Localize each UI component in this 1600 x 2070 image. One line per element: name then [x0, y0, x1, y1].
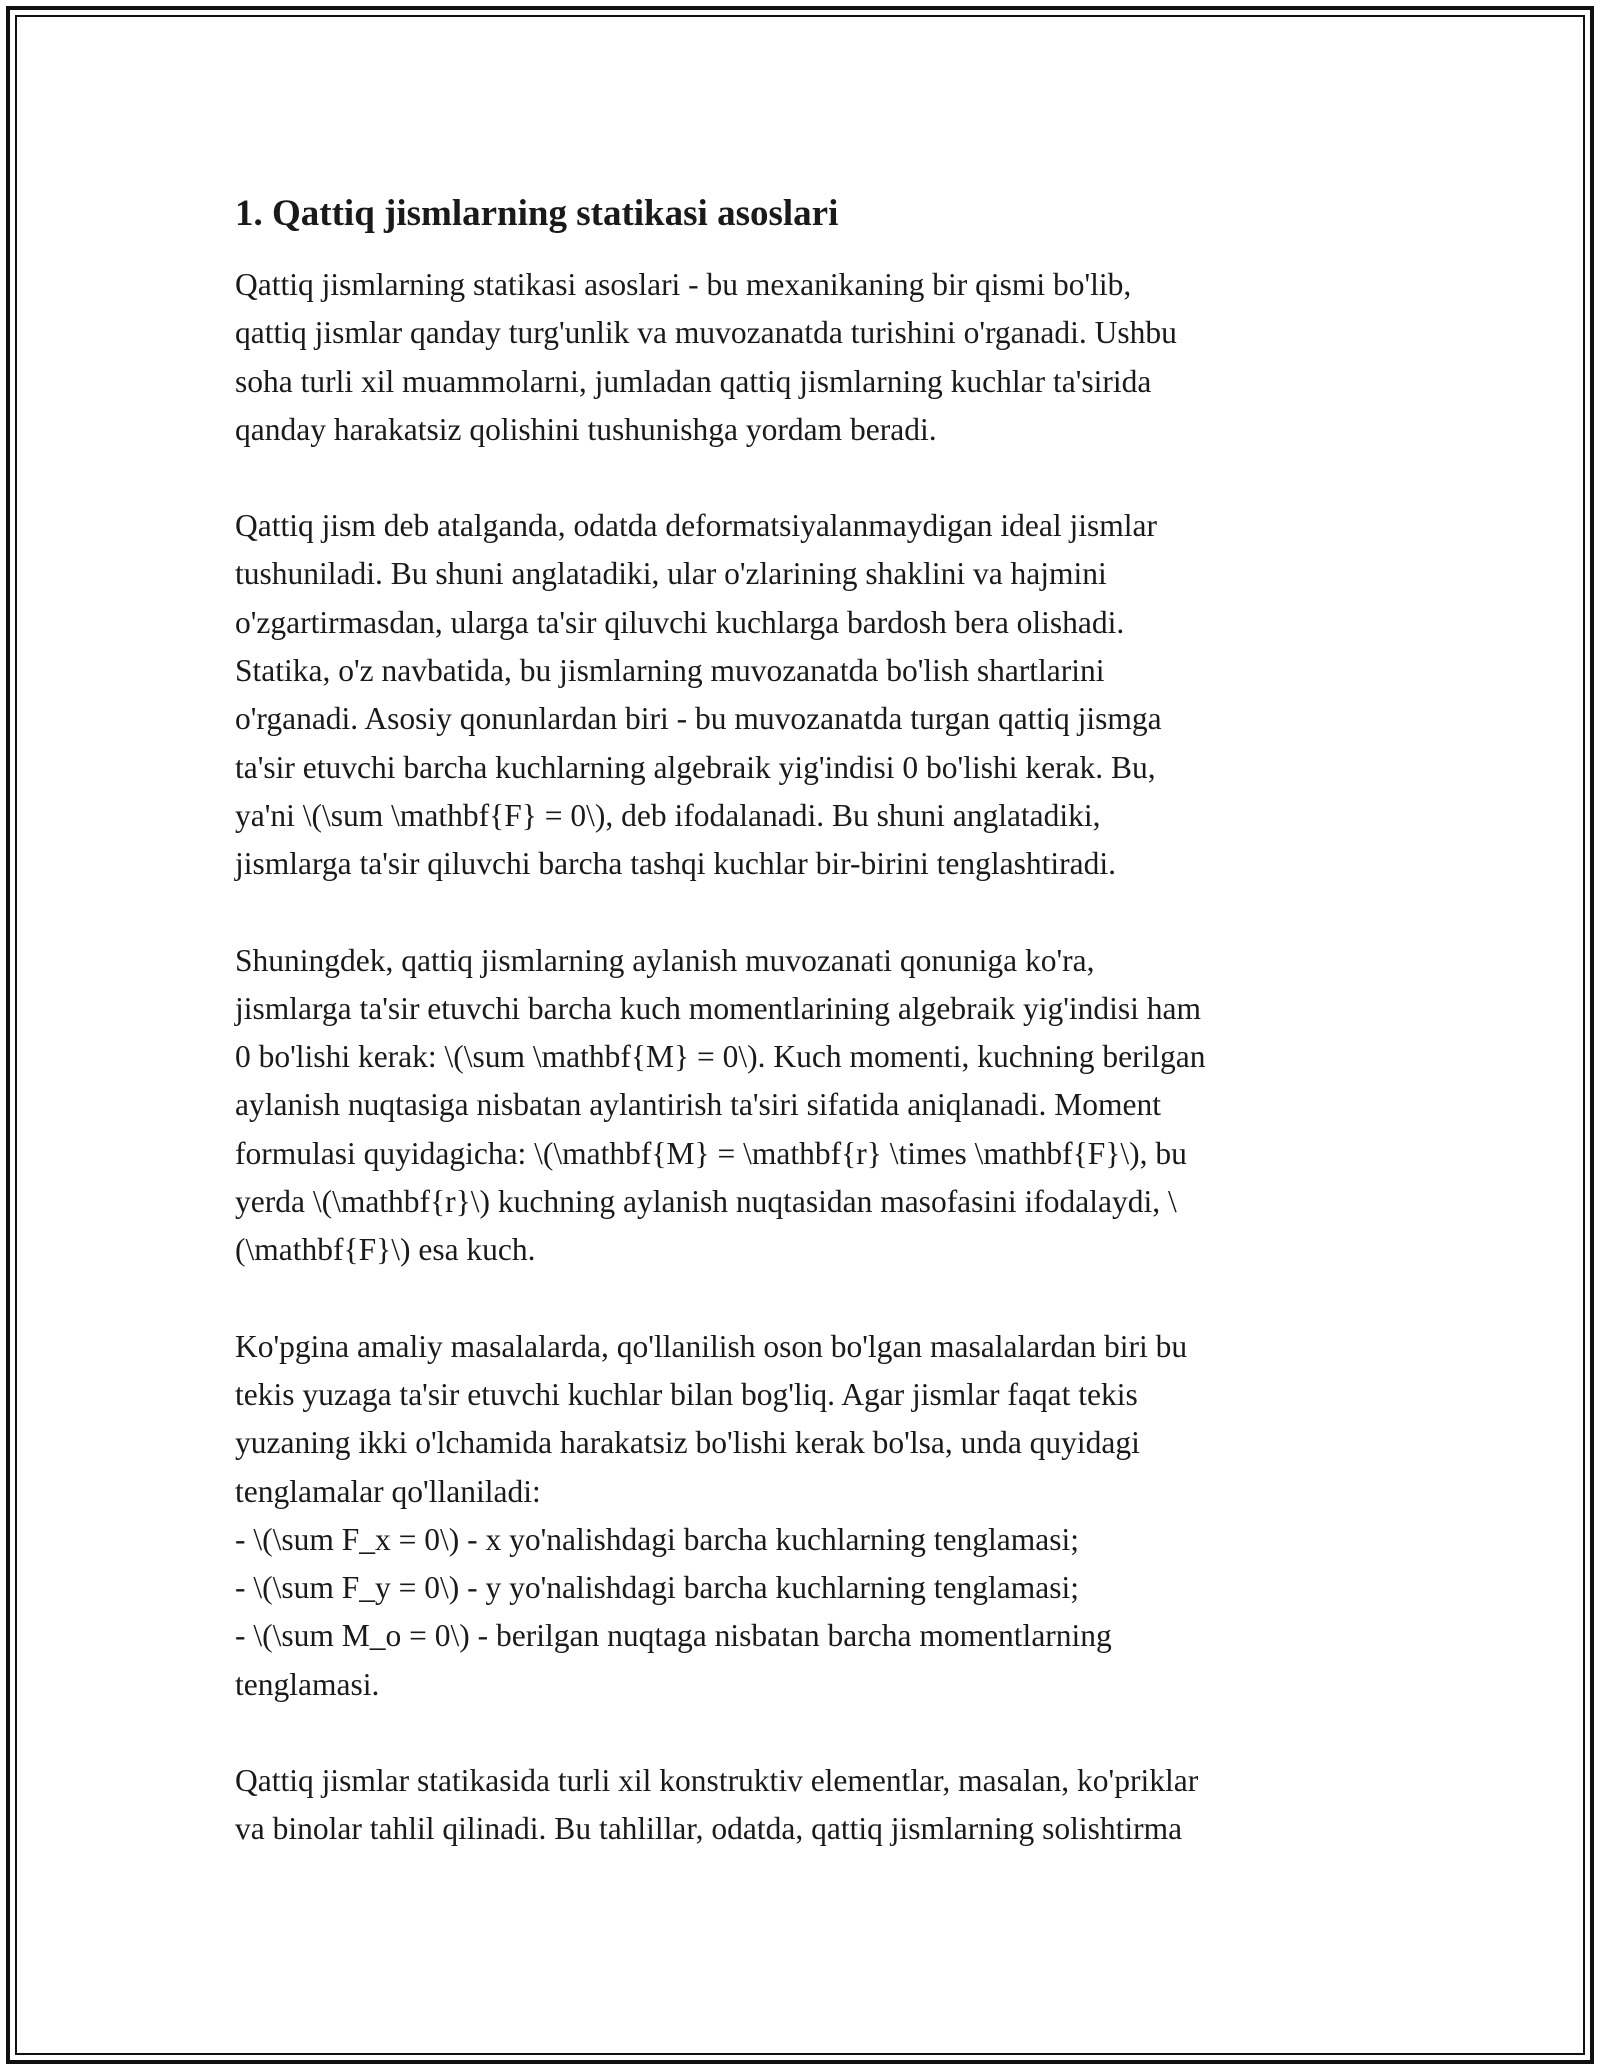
- paragraph-line: yuzaning ikki o'lchamida harakatsiz bo'lishi kerak bo'lsa, unda quyidagi: [235, 1425, 1140, 1461]
- paragraph-line: tekis yuzaga ta'sir etuvchi kuchlar bilan bog'liq. Agar jismlar faqat tekis: [235, 1376, 1138, 1412]
- paragraph-line: o'zgartirmasdan, ularga ta'sir qiluvchi kuchlarga bardosh bera olishadi.: [235, 604, 1125, 640]
- paragraph-line: Qattiq jismlar statikasida turli xil konstruktiv elementlar, masalan, ko'priklar: [235, 1763, 1199, 1799]
- paragraph: [235, 1757, 1375, 1854]
- document-body: [235, 190, 1375, 1902]
- paragraph: [235, 1323, 1375, 1709]
- paragraph-line: Shuningdek, qattiq jismlarning aylanish muvozanati qonuniga ko'ra,: [235, 942, 1095, 978]
- paragraph-line: Statika, o'z navbatida, bu jismlarning muvozanatda bo'lish shartlarini: [235, 653, 1105, 689]
- paragraph-line: (\mathbf{F}\) esa kuch.: [235, 1232, 536, 1268]
- paragraph-line: jismlarga ta'sir etuvchi barcha kuch momentlarining algebraik yig'indisi ham: [235, 990, 1202, 1026]
- paragraph-list: [235, 261, 1375, 1854]
- paragraph-line: qanday harakatsiz qolishini tushunishga yordam beradi.: [235, 411, 937, 447]
- paragraph: [235, 937, 1375, 1275]
- paragraph-line: Qattiq jismlarning statikasi asoslari - bu mexanikaning bir qismi bo'lib,: [235, 267, 1132, 302]
- paragraph-line: tenglamasi.: [235, 1666, 380, 1702]
- paragraph-line: Qattiq jism deb atalganda, odatda deformatsiyalanmaydigan ideal jismlar: [235, 508, 1157, 544]
- paragraph-line: - \(\sum F_y = 0\) - y yo'nalishdagi barcha kuchlarning tenglamasi;: [235, 1570, 1080, 1606]
- paragraph-line: aylanish nuqtasiga nisbatan aylantirish ta'siri sifatida aniqlanadi. Moment: [235, 1087, 1161, 1123]
- paragraph-line: ya'ni \(\sum \mathbf{F} = 0\), deb ifodalanadi. Bu shuni anglatadiki,: [235, 797, 1101, 833]
- paragraph-line: ta'sir etuvchi barcha kuchlarning algebraik yig'indisi 0 bo'lishi kerak. Bu,: [235, 749, 1156, 785]
- paragraph-line: 0 bo'lishi kerak: \(\sum \mathbf{M} = 0\). Kuch momenti, kuchning berilgan: [235, 1039, 1206, 1075]
- paragraph-line: Ko'pgina amaliy masalalarda, qo'llanilish oson bo'lgan masalalardan biri bu: [235, 1328, 1188, 1364]
- paragraph-line: o'rganadi. Asosiy qonunlardan biri - bu muvozanatda turgan qattiq jismga: [235, 701, 1162, 737]
- paragraph-line: jismlarga ta'sir qiluvchi barcha tashqi kuchlar bir-birini tenglashtiradi.: [235, 846, 1116, 882]
- paragraph-line: tenglamalar qo'llaniladi:: [235, 1473, 541, 1509]
- paragraph-line: formulasi quyidagicha: \(\mathbf{M} = \mathbf{r} \times \mathbf{F}\), bu: [235, 1135, 1187, 1171]
- paragraph-line: - \(\sum M_o = 0\) - berilgan nuqtaga nisbatan barcha momentlarning: [235, 1618, 1112, 1654]
- paragraph-line: - \(\sum F_x = 0\) - x yo'nalishdagi barcha kuchlarning tenglamasi;: [235, 1521, 1080, 1557]
- paragraph-line: yerda \(\mathbf{r}\) kuchning aylanish nuqtasidan masofasini ifodalaydi, \: [235, 1184, 1177, 1220]
- paragraph-line: va binolar tahlil qilinadi. Bu tahlillar, odatda, qattiq jismlarning solishtirma: [235, 1811, 1183, 1847]
- paragraph-line: tushuniladi. Bu shuni anglatadiki, ular o'zlarining shaklini va hajmini: [235, 556, 1107, 592]
- paragraph: [235, 502, 1375, 888]
- paragraph: [235, 261, 1375, 454]
- paragraph-line: soha turli xil muammolarni, jumladan qattiq jismlarning kuchlar ta'sirida: [235, 363, 1152, 399]
- paragraph-line: qattiq jismlar qanday turg'unlik va muvozanatda turishini o'rganadi. Ushbu: [235, 315, 1177, 351]
- section-title: 1. Qattiq jismlarning statikasi asoslari: [235, 193, 839, 234]
